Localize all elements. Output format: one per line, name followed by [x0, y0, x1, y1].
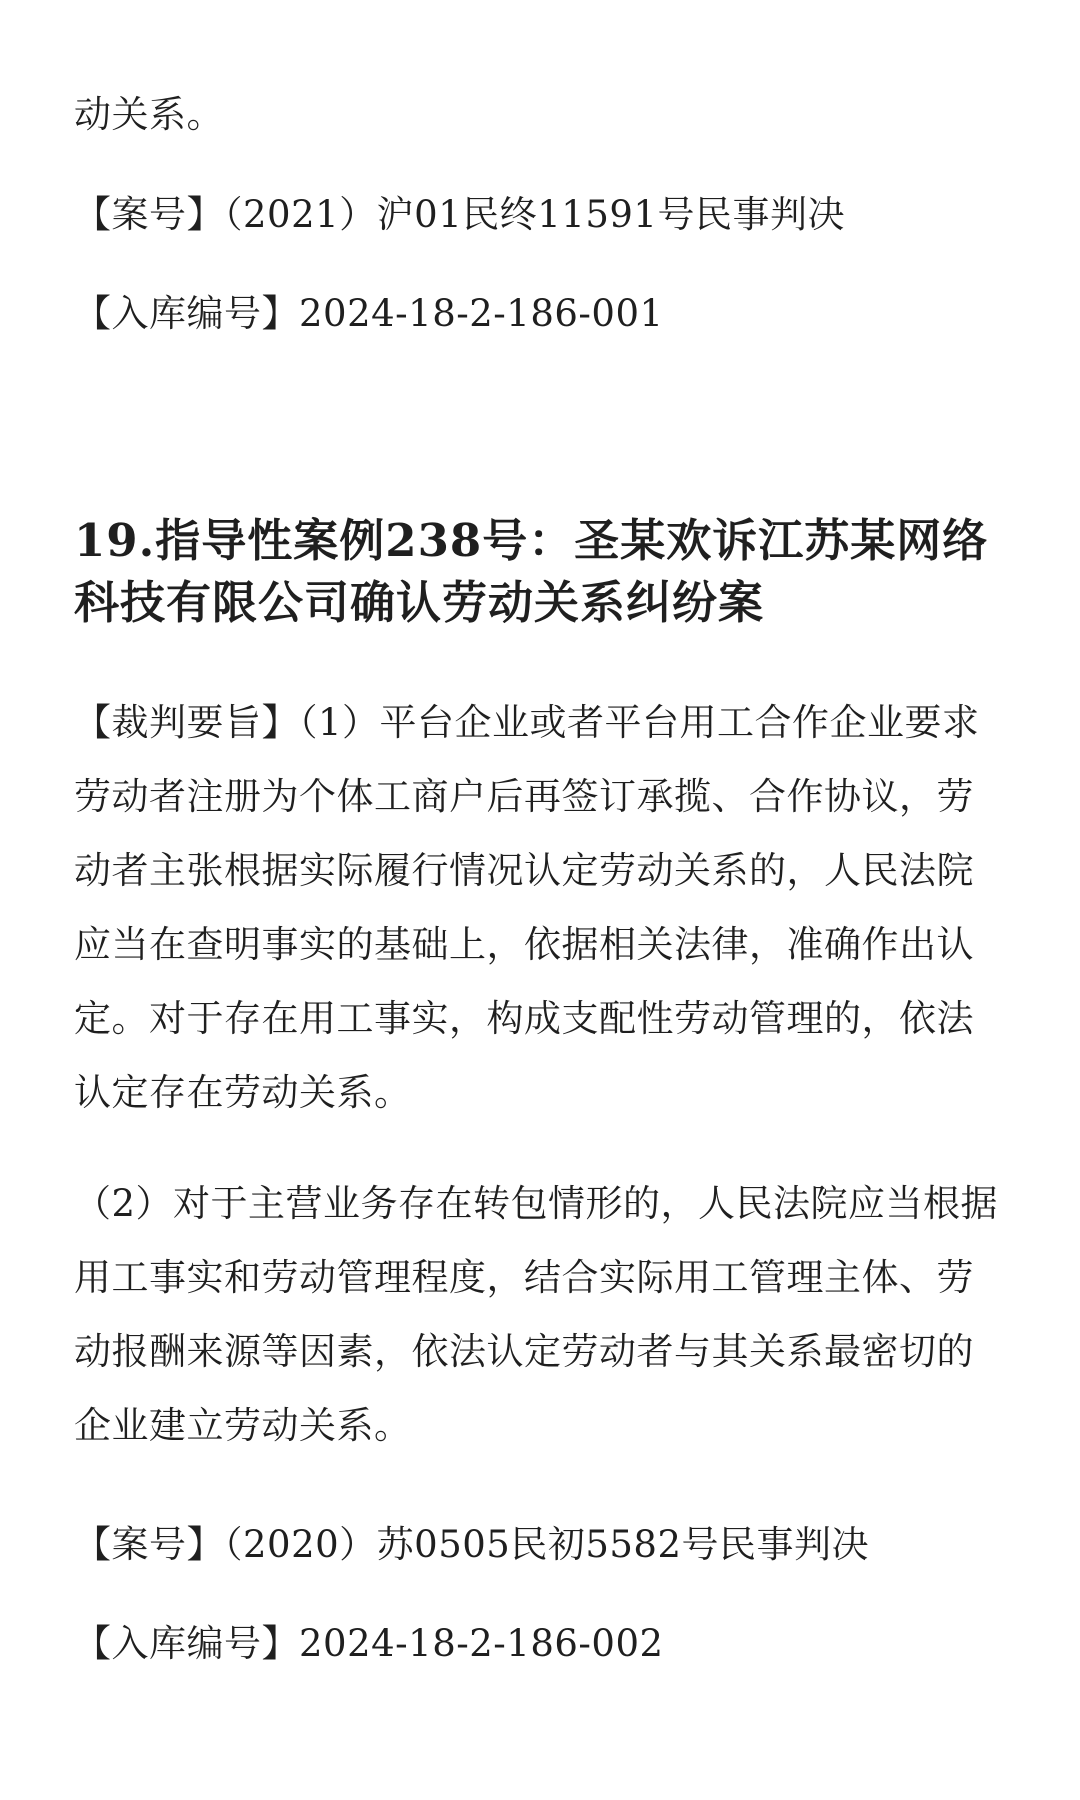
case-238-repo-number: 【入库编号】2024-18-2-186-002: [74, 1622, 664, 1665]
prev-case-number: 【案号】（2021）沪01民终11591号民事判决: [74, 193, 845, 236]
case-238-title: 19.指导性案例238号：圣某欢诉江苏某网络科技有限公司确认劳动关系纠纷案: [74, 514, 989, 629]
case-238-holding-1: 【裁判要旨】（1）平台企业或者平台用工合作企业要求劳动者注册为个体工商户后再签订承揽、合作协议，劳动者主张根据实际履行情况认定劳动关系的，人民法院应当在查明事实的基础上，依据相关法律，准确作出认定。对于存在用工事实，构成支配性劳动管理的，依法认定存在劳动关系。: [74, 701, 980, 1114]
prev-case-tail-text: 动关系。: [74, 93, 224, 136]
case-238-case-number: 【案号】（2020）苏0505民初5582号民事判决: [74, 1523, 869, 1566]
prev-case-repo-number: 【入库编号】2024-18-2-186-001: [74, 292, 664, 335]
case-238-holding-2: （2）对于主营业务存在转包情形的，人民法院应当根据用工事实和劳动管理程度，结合实际用工管理主体、劳动报酬来源等因素，依法认定劳动者与其关系最密切的企业建立劳动关系。: [74, 1182, 999, 1447]
